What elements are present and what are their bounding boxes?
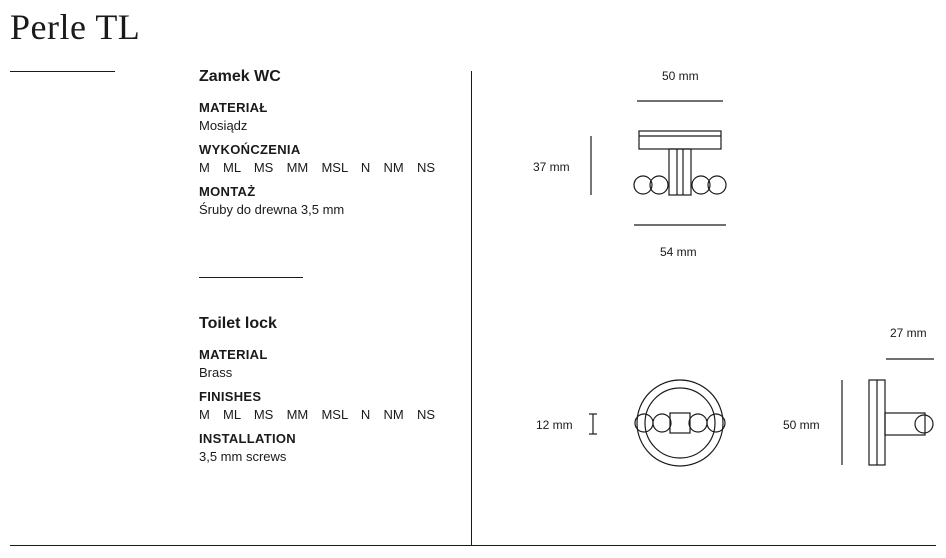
polish-installation-label: MONTAŻ bbox=[199, 184, 256, 199]
front-bead-4 bbox=[707, 414, 725, 432]
side-height-label: 50 mm bbox=[783, 418, 820, 432]
lock-stem-outline bbox=[669, 149, 691, 195]
side-view-drawing bbox=[842, 359, 934, 465]
bottom-width-label: 54 mm bbox=[660, 245, 697, 259]
english-installation-label: INSTALLATION bbox=[199, 431, 296, 446]
front-height-label: 37 mm bbox=[533, 160, 570, 174]
front-bead-3 bbox=[689, 414, 707, 432]
polish-material-label: MATERIAŁ bbox=[199, 100, 268, 115]
polish-heading: Zamek WC bbox=[199, 68, 281, 85]
knob-height-label: 12 mm bbox=[536, 418, 573, 432]
rosette-inner-ring bbox=[645, 388, 715, 458]
english-heading: Toilet lock bbox=[199, 315, 277, 332]
front-bead-2 bbox=[653, 414, 671, 432]
product-title: Perle TL bbox=[10, 7, 141, 47]
english-material-value: Brass bbox=[199, 365, 233, 380]
english-material-label: MATERIAL bbox=[199, 347, 268, 362]
english-finishes-value: M ML MS MM MSL N NM NS bbox=[199, 407, 436, 422]
side-bead bbox=[915, 415, 933, 433]
top-width-label: 50 mm bbox=[662, 69, 699, 83]
front-view-drawing bbox=[589, 380, 725, 466]
polish-installation-value: Śruby do drewna 3,5 mm bbox=[199, 202, 345, 217]
lock-plate-outline bbox=[639, 131, 721, 149]
polish-finishes-label: WYKOŃCZENIA bbox=[199, 142, 301, 157]
bead-1 bbox=[634, 176, 652, 194]
rosette-outer-ring bbox=[637, 380, 723, 466]
top-view-drawing bbox=[591, 101, 726, 225]
bead-2 bbox=[650, 176, 668, 194]
english-installation-value: 3,5 mm screws bbox=[199, 449, 287, 464]
front-bead-1 bbox=[635, 414, 653, 432]
bead-4 bbox=[708, 176, 726, 194]
bead-3 bbox=[692, 176, 710, 194]
english-finishes-label: FINISHES bbox=[199, 389, 262, 404]
side-depth-label: 27 mm bbox=[890, 326, 927, 340]
polish-material-value: Mosiądz bbox=[199, 118, 248, 133]
front-center-block bbox=[670, 413, 690, 433]
polish-finishes-value: M ML MS MM MSL N NM NS bbox=[199, 160, 436, 175]
